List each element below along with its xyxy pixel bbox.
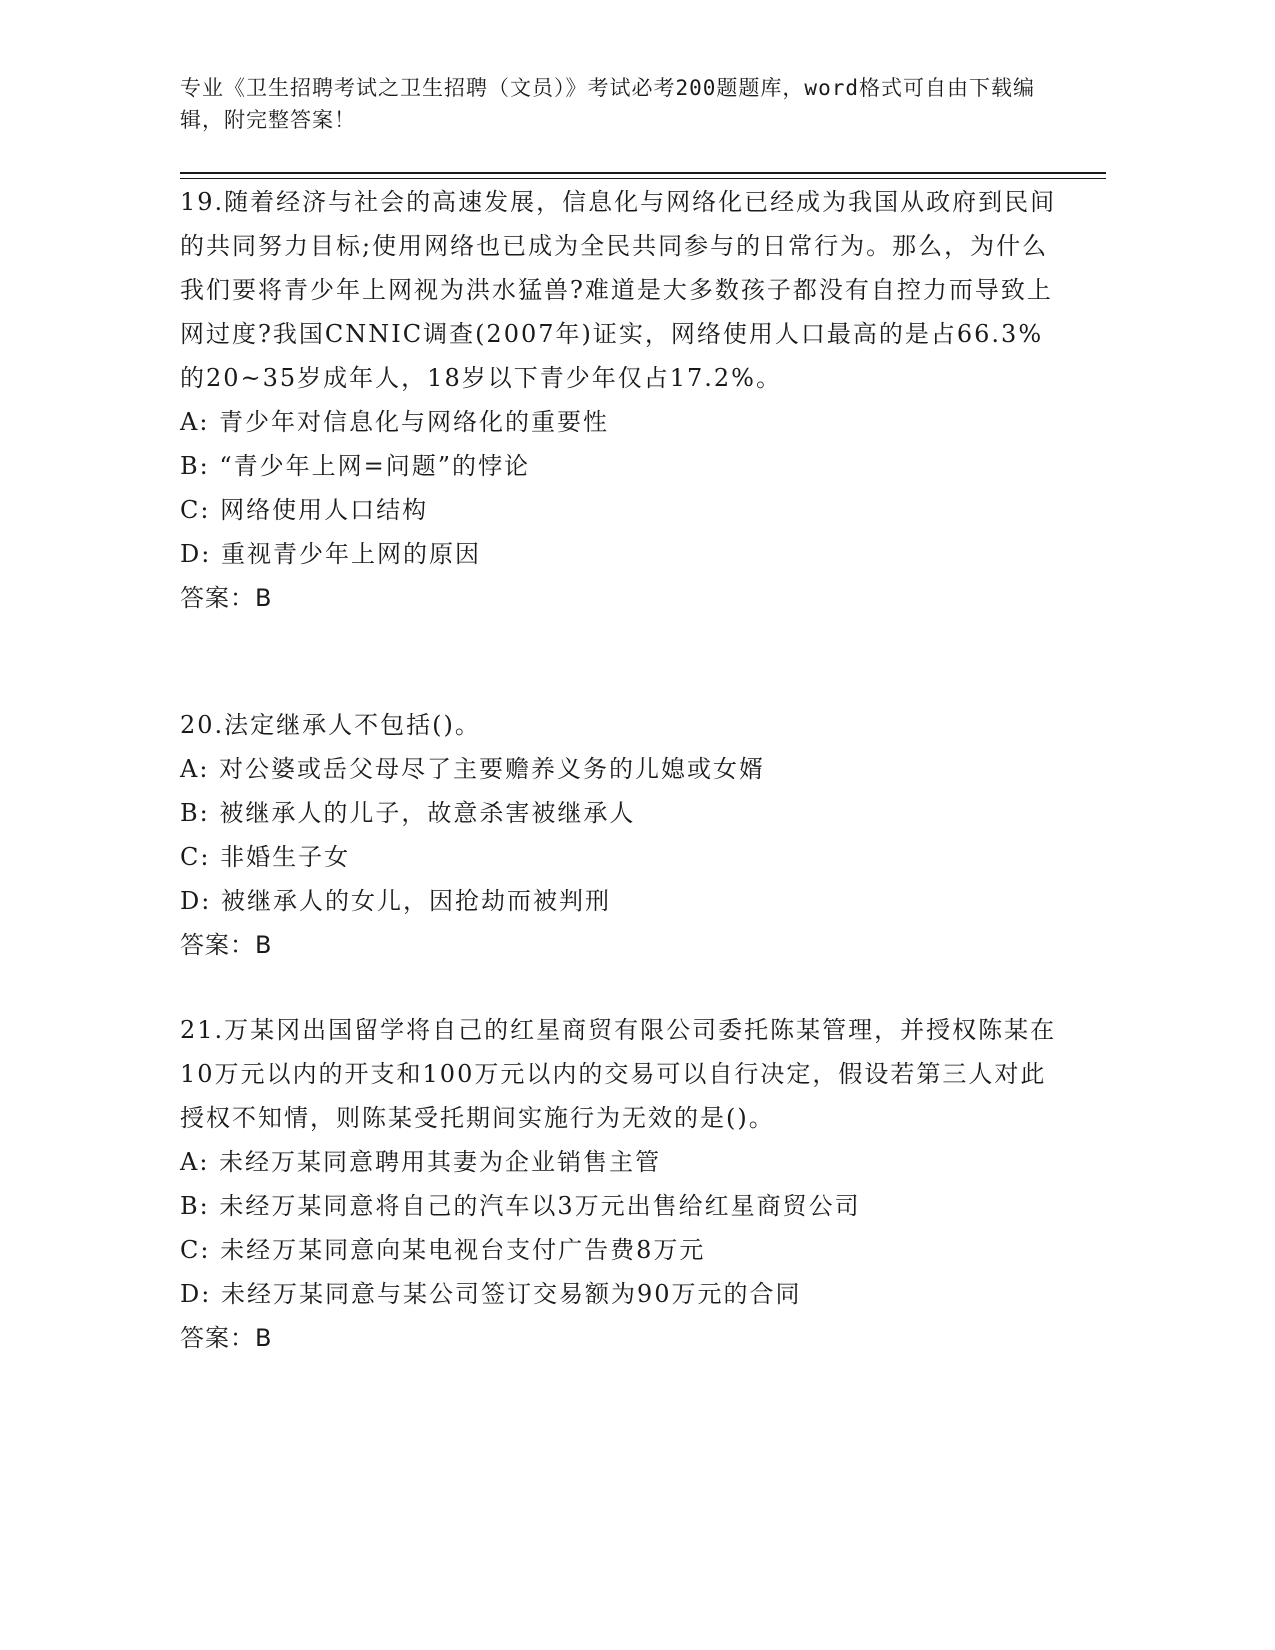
question-text: 20.法定继承人不包括()。 xyxy=(180,711,481,739)
option-d: D: 未经万某同意与某公司签订交易额为90万元的合同 xyxy=(180,1280,802,1308)
answer-line: 答案：B xyxy=(180,931,273,959)
option-b: B: “青少年上网=问题”的悖论 xyxy=(180,452,530,480)
answer-line: 答案：B xyxy=(180,584,273,612)
answer-line: 答案：B xyxy=(180,1324,273,1352)
option-b: B: 未经万某同意将自己的汽车以3万元出售给红星商贸公司 xyxy=(180,1192,861,1220)
document-header: 专业《卫生招聘考试之卫生招聘（文员）》考试必考200题题库，word格式可自由下载编辑，附完整答案！ xyxy=(180,76,1035,132)
option-d: D: 被继承人的女儿，因抢劫而被判刑 xyxy=(180,887,611,915)
option-c: C: 网络使用人口结构 xyxy=(180,496,429,524)
question-text: 19.随着经济与社会的高速发展，信息化与网络化已经成为我国从政府到民间的共同努力目标;使用网络也已成为全民共同参与的日常行为。那么，为什么我们要将青少年上网视为洪水猛兽?难道是大多数孩子都没有自控力而导致上网过度?我国CNNIC调查(2007年)证实，网络使用人口最高的是占66.3%的20~35岁成年人，18岁以下青少年仅占17.2%。 xyxy=(180,188,1057,392)
option-a: A: 对公婆或岳父母尽了主要赡养义务的儿媳或女婿 xyxy=(180,755,766,783)
option-c: C: 非婚生子女 xyxy=(180,843,351,871)
option-d: D: 重视青少年上网的原因 xyxy=(180,540,481,568)
option-a: A: 未经万某同意聘用其妻为企业销售主管 xyxy=(180,1148,662,1176)
option-b: B: 被继承人的儿子，故意杀害被继承人 xyxy=(180,799,636,827)
question-21 xyxy=(180,1008,1060,1360)
question-text: 21.万某冈出国留学将自己的红星商贸有限公司委托陈某管理，并授权陈某在10万元以内的开支和100万元以内的交易可以自行决定，假设若第三人对此授权不知情，则陈某受托期间实施行为无效的是()。 xyxy=(180,1016,1057,1132)
question-19 xyxy=(180,180,1060,620)
option-c: C: 未经万某同意向某电视台支付广告费8万元 xyxy=(180,1236,706,1264)
header-rule-thin xyxy=(180,178,1106,179)
header-rule-thick xyxy=(180,172,1106,174)
option-a: A: 青少年对信息化与网络化的重要性 xyxy=(180,408,610,436)
question-20 xyxy=(180,703,1060,967)
